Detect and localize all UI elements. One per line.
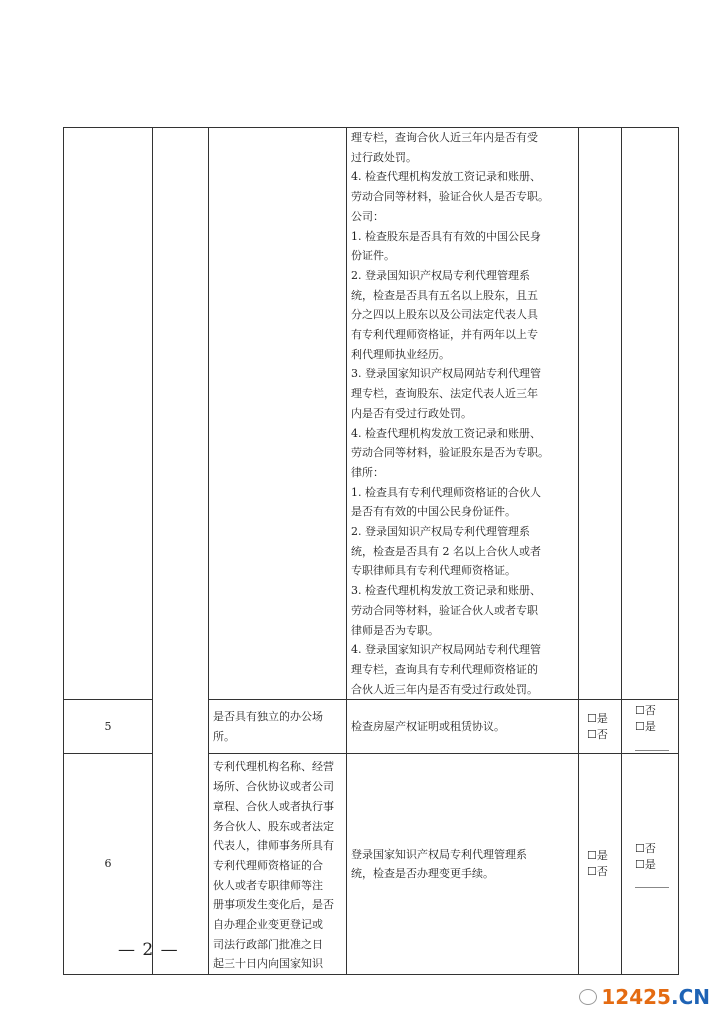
row6-result xyxy=(622,754,679,975)
row5-result-no[interactable]: ☐否 xyxy=(635,704,656,718)
row6-item-line: 自办理企业变更登记或 xyxy=(213,918,323,932)
method-line: 2. 登录国知识产权局专利代理管理系 xyxy=(351,268,530,282)
method-line: 劳动合同等材料，验证合伙人是否专职。 xyxy=(351,190,549,204)
method-line: 分之四以上股东以及公司法定代表人具 xyxy=(351,308,538,322)
method-line: 1. 检查具有专利代理师资格证的合伙人 xyxy=(351,485,541,499)
method-line: 4. 检查代理机构发放工资记录和账册、 xyxy=(351,426,541,440)
table-row-continued xyxy=(64,128,679,700)
row6-item-line: 司法行政部门批准之日 xyxy=(213,937,323,951)
row6-item-line: 起三十日内向国家知识 xyxy=(213,957,323,971)
method-line: 4. 登录国家知识产权局网站专利代理管 xyxy=(351,643,541,657)
method-line: 理专栏，查询合伙人近三年内是否有受 xyxy=(351,131,538,144)
signature-line xyxy=(635,750,669,751)
row6-check xyxy=(579,754,622,975)
method-line: 律师是否为专职。 xyxy=(351,623,439,637)
method-line: 劳动合同等材料，验证股东是否为专职。 xyxy=(351,446,549,460)
method-line: 是否有有效的中国公民身份证件。 xyxy=(351,505,516,519)
method-line: 统，检查是否具有 2 名以上合伙人或者 xyxy=(351,544,541,558)
row6-item-line: 册事项发生变化后，是否 xyxy=(213,898,334,912)
method-line: 过行政处罚。 xyxy=(351,150,417,164)
method-line: 合伙人近三年内是否有受过行政处罚。 xyxy=(351,682,538,696)
row5-check xyxy=(579,700,622,754)
row5-check-yes[interactable]: ☐是 xyxy=(587,711,608,725)
row6-method xyxy=(347,754,579,975)
watermark xyxy=(579,985,710,1009)
cell-item xyxy=(209,128,347,700)
method-line: 专职律师具有专利代理师资格证。 xyxy=(351,564,516,578)
method-line: 劳动合同等材料，验证合伙人或者专职 xyxy=(351,603,538,617)
method-line: 有专利代理师资格证，并有两年以上专 xyxy=(351,328,538,342)
row5-result-yes[interactable]: ☐是 xyxy=(635,720,656,734)
wechat-icon xyxy=(579,989,597,1005)
row6-item-line: 伙人或者专职律师等注 xyxy=(213,878,323,892)
method-line: 公司： xyxy=(351,209,384,223)
row5-check-no[interactable]: ☐否 xyxy=(587,727,608,741)
method-text xyxy=(351,128,574,699)
cell-number xyxy=(64,128,153,700)
watermark-site-b: .CN xyxy=(670,985,710,1009)
method-line: 律所： xyxy=(351,465,384,479)
method-line: 理专栏，查询股东、法定代表人近三年 xyxy=(351,387,538,401)
method-line: 份证件。 xyxy=(351,249,395,263)
row5-item-line: 是否具有独立的办公场 xyxy=(213,710,323,724)
signature-line xyxy=(635,887,669,888)
method-line: 统，检查是否具有五名以上股东，且五 xyxy=(351,288,538,302)
row6-method-line: 统，检查是否办理变更手续。 xyxy=(351,867,494,881)
page-number: — 2 — xyxy=(118,940,179,960)
row6-result-no[interactable]: ☐否 xyxy=(635,841,656,855)
inspection-table xyxy=(63,127,679,975)
method-line: 3. 登录国家知识产权局网站专利代理管 xyxy=(351,367,541,381)
method-line: 利代理师执业经历。 xyxy=(351,347,450,361)
method-line: 1. 检查股东是否具有有效的中国公民身 xyxy=(351,229,541,243)
row5-item xyxy=(209,700,347,754)
row6-item-text xyxy=(213,757,342,974)
cell-method xyxy=(347,128,579,700)
method-line: 3. 检查代理机构发放工资记录和账册、 xyxy=(351,584,541,598)
row5-item-line: 所。 xyxy=(213,729,235,743)
method-line: 理专栏，查询具有专利代理师资格证的 xyxy=(351,662,538,676)
method-line: 内是否有受过行政处罚。 xyxy=(351,406,472,420)
cell-result xyxy=(622,128,679,700)
row6-item xyxy=(209,754,347,975)
row6-method-line: 登录国家知识产权局专利代理管理系 xyxy=(351,847,527,861)
row6-item-line: 专利代理机构名称、经营 xyxy=(213,760,334,774)
row5-result xyxy=(622,700,679,754)
row6-item-line: 章程、合伙人或者执行事 xyxy=(213,799,334,813)
method-line: 4. 检查代理机构发放工资记录和账册、 xyxy=(351,170,541,184)
row6-item-line: 专利代理师资格证的合 xyxy=(213,858,323,872)
watermark-site-a: 12425 xyxy=(601,985,671,1009)
method-line: 2. 登录国知识产权局专利代理管理系 xyxy=(351,525,530,539)
row6-item-line: 务合伙人、股东或者法定 xyxy=(213,819,334,833)
cell-category xyxy=(153,128,209,975)
row6-check-yes[interactable]: ☐是 xyxy=(587,849,608,863)
watermark-text xyxy=(601,985,710,1009)
row5-method: 检查房屋产权证明或租赁协议。 xyxy=(347,700,579,754)
row6-result-yes[interactable]: ☐是 xyxy=(635,857,656,871)
row6-item-line: 场所、合伙协议或者公司 xyxy=(213,780,334,794)
row6-check-no[interactable]: ☐否 xyxy=(587,865,608,879)
row6-item-line: 代表人，律师事务所具有 xyxy=(213,839,334,853)
row6-number: 6 xyxy=(64,754,153,975)
row5-number: 5 xyxy=(64,700,153,754)
cell-check xyxy=(579,128,622,700)
